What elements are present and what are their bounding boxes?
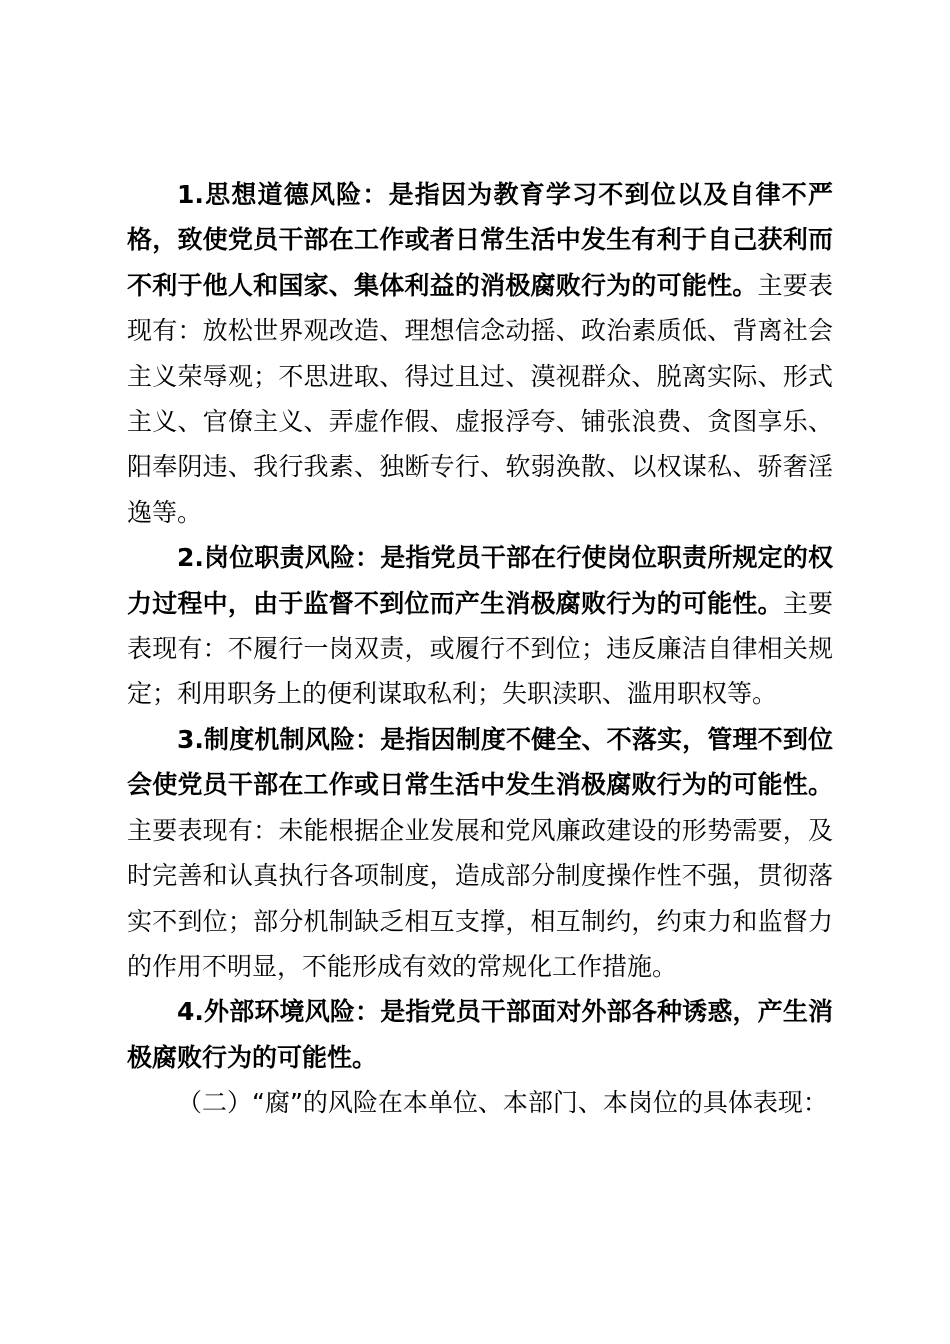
paragraph-body: 主要表现有：未能根据企业发展和党风廉政建设的形势需要，及时完善和认真执行各项制度，造成部分制度操作性不强，贯彻落实不到位；部分机制缺乏相互支撑，相互制约，约束力和监督力的作用不明显，不能形成有效的常规化工作措施。: [127, 815, 833, 981]
document-page: [127, 172, 833, 1126]
paragraph-lead: 2.岗位职责风险：是指党员干部在行使岗位职责所规定的权力过程中，由于监督不到位而产生消极腐败行为的可能性。: [127, 543, 833, 618]
paragraph-specific-manifestation: [127, 1080, 833, 1125]
paragraph-body: 主要表现有：放松世界观改造、理想信念动摇、政治素质低、背离社会主义荣辱观；不思进取、得过且过、漠视群众、脱离实际、形式主义、官僚主义、弄虚作假、虚报浮夸、铺张浪费、贪图享乐、阳奉阴违、我行我素、独断专行、软弱涣散、以权谋私、骄奢淫逸等。: [127, 270, 833, 527]
paragraph-lead: 1.思想道德风险：是指因为教育学习不到位以及自律不严格，致使党员干部在工作或者日常生活中发生有利于自己获利而不利于他人和国家、集体利益的消极腐败行为的可能性。: [127, 180, 833, 300]
paragraph-lead: 3.制度机制风险：是指因制度不健全、不落实，管理不到位会使党员干部在工作或日常生活中发生消极腐败行为的可能性。: [127, 724, 833, 800]
paragraph-body: （二）“腐”的风险在本单位、本部门、本岗位的具体表现：: [177, 1088, 828, 1118]
paragraph-thought-morality-risk: [127, 172, 833, 535]
paragraph-position-duty-risk: [127, 535, 833, 717]
paragraph-system-mechanism-risk: [127, 717, 833, 989]
paragraph-lead: 4.外部环境风险：是指党员干部面对外部各种诱惑，产生消极腐败行为的可能性。: [127, 997, 833, 1072]
paragraph-external-environment-risk: [127, 989, 833, 1080]
paragraph-body: 主要表现有：不履行一岗双责，或履行不到位；违反廉洁自律相关规定；利用职务上的便利谋取私利；失职渎职、滥用职权等。: [127, 588, 833, 709]
